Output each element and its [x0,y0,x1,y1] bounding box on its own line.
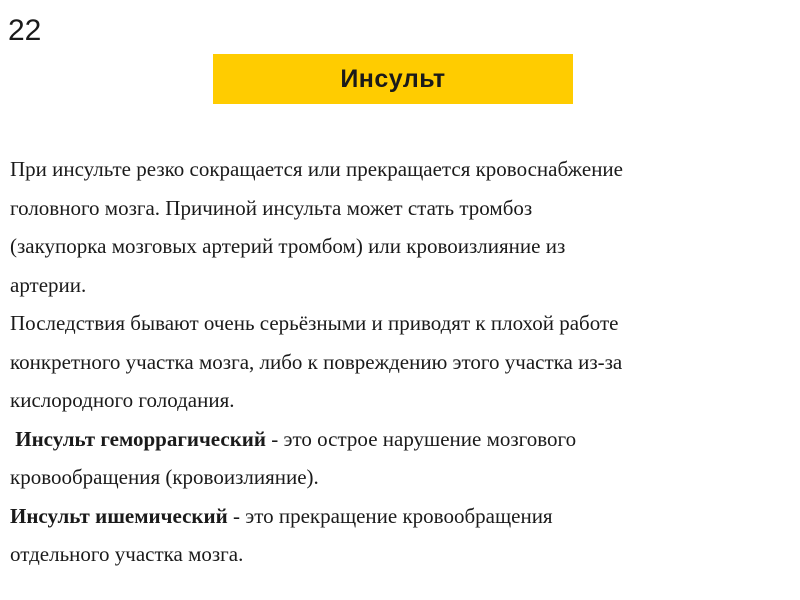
hemorrhagic-term: Инсульт геморрагический [15,426,266,451]
ischemic-definition [10,497,790,536]
body-line: кислородного голодания. [10,388,235,412]
body-line: конкретного участка мозга, либо к повреждению этого участка из-за [10,349,623,374]
slide-title: Инсульт [340,64,446,93]
slide-number: 22 [8,14,42,47]
body-line: При инсульте резко сокращается или прекращается кровоснабжение [10,157,623,181]
body-line: кровообращения (кровоизлияние). [10,465,319,489]
hemorrhagic-definition-text: - это острое нарушение мозгового [266,426,577,451]
ischemic-term: Инсульт ишемический [10,503,228,528]
hemorrhagic-definition [10,420,790,459]
title-banner [213,54,573,104]
ischemic-definition-text: - это прекращение кровообращения [227,503,553,528]
body-line: отдельного участка мозга. [10,542,244,566]
body-line: головного мозга. Причиной инсульта может стать тромбоз [10,195,533,220]
slide-body [10,150,790,574]
body-line: артерии. [10,272,87,297]
body-line: Последствия бывают очень серьёзными и приводят к плохой работе [10,311,619,335]
body-line: (закупорка мозговых артерий тромбом) или кровоизлияние из [10,234,566,258]
